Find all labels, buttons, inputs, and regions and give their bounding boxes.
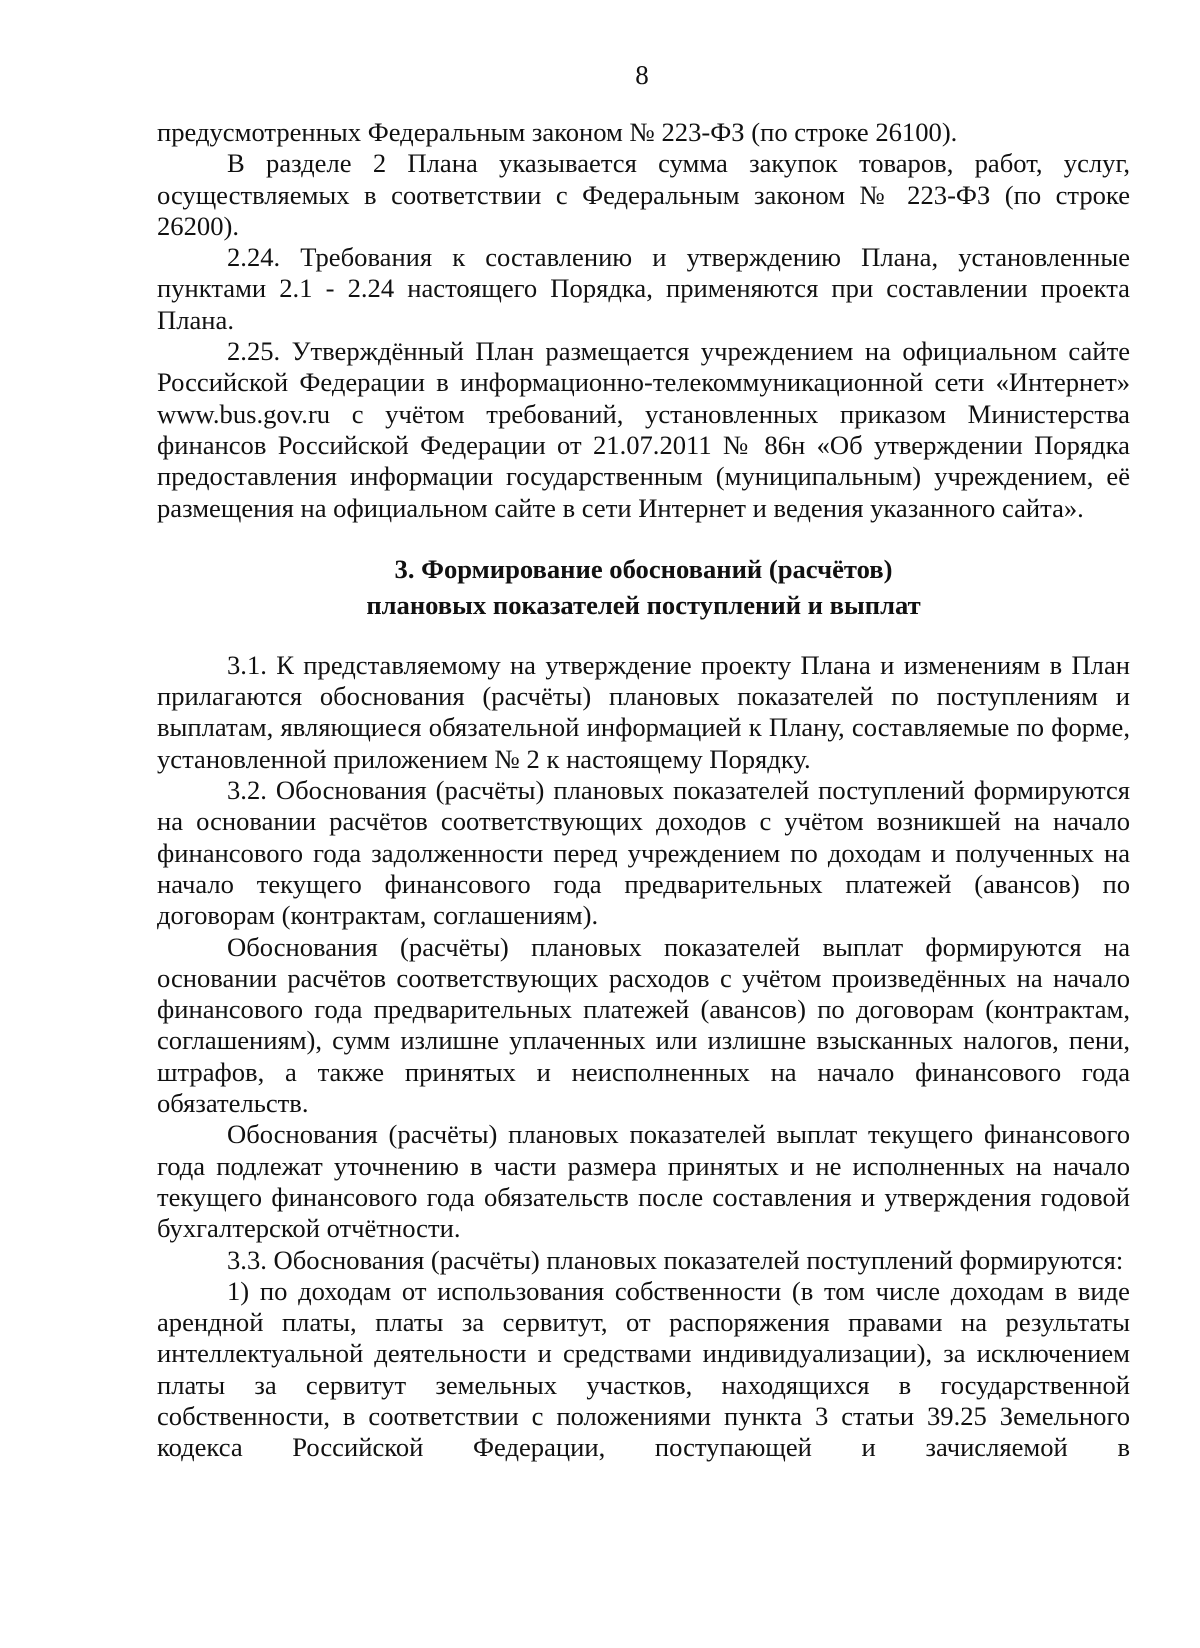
paragraph-3-2: 3.2. Обоснования (расчёты) плановых показателей поступлений формируются на основании расчётов соответствующих доходов с учётом возникшей на начало финансового года задолженности перед учреждением по доходам и полученных на начало текущего финансового года предварительных платежей (авансов) по договорам (контрактам, соглашениям). [157,775,1130,931]
paragraph-section2-sum: В разделе 2 Плана указывается сумма закупок товаров, работ, услуг, осуществляемых в соответствии с Федеральным законом № 223-ФЗ (по строке 26200). [157,148,1130,241]
section-3-heading-line2: плановых показателей поступлений и выплат [366,589,921,620]
paragraph-payments-justification: Обоснования (расчёты) плановых показателей выплат формируются на основании расчётов соответствующих расходов с учётом произведённых на начало финансового года предварительных платежей (авансов) по договорам (контрактам, соглашениям), сумм излишне уплаченных или излишне взысканных налогов, пени, штрафов, а также принятых и неисполненных на начало финансового года обязательств. [157,931,1130,1119]
section-3-heading [157,551,1130,623]
paragraph-3-3-item-1: 1) по доходам от использования собственности (в том числе доходам в виде арендной платы, платы за сервитут, от распоряжения правами на результаты интеллектуальной деятельности и средствами индивидуализации), за исключением платы за сервитут земельных участков, находящихся в государственной собственности, в соответствии с положениями пункта 3 статьи 39.25 Земельного кодекса Российской Федерации, поступающей и зачисляемой в [157,1275,1130,1463]
paragraph-2-24: 2.24. Требования к составлению и утверждению Плана, установленные пунктами 2.1 - 2.24 настоящего Порядка, применяются при составлении проекта Плана. [157,242,1130,335]
section-3-heading-line1: 3. Формирование обоснований (расчётов) [394,553,893,584]
document-body [157,117,1130,1464]
paragraph-continuation-223fz: предусмотренных Федеральным законом № 223-ФЗ (по строке 26100). [157,117,958,147]
paragraph-3-3: 3.3. Обоснования (расчёты) плановых показателей поступлений формируются: [227,1244,1124,1275]
paragraph-current-year-clarification: Обоснования (расчёты) плановых показателей выплат текущего финансового года подлежат уточнению в части размера принятых и не исполненных на начало текущего финансового года обязательств после составления и утверждения годовой бухгалтерской отчётности. [157,1119,1130,1244]
paragraph-3-1: 3.1. К представляемому на утверждение проекту Плана и изменениям в План прилагаются обоснования (расчёты) плановых показателей по поступлениям и выплатам, являющиеся обязательной информацией к Плану, составляемые по форме, установленной приложением № 2 к настоящему Порядку. [157,649,1130,774]
paragraph-2-25: 2.25. Утверждённый План размещается учреждением на официальном сайте Российской Федерации в информационно-телекоммуникационной сети «Интернет» www.bus.gov.ru с учётом требований, установленных приказом Министерства финансов Российской Федерации от 21.07.2011 № 86н «Об утверждении Порядка предоставления информации государственным (муниципальным) учреждением, её размещения на официальном сайте в сети Интернет и ведения указанного сайта». [157,336,1130,523]
page-number: 8 [635,60,649,90]
